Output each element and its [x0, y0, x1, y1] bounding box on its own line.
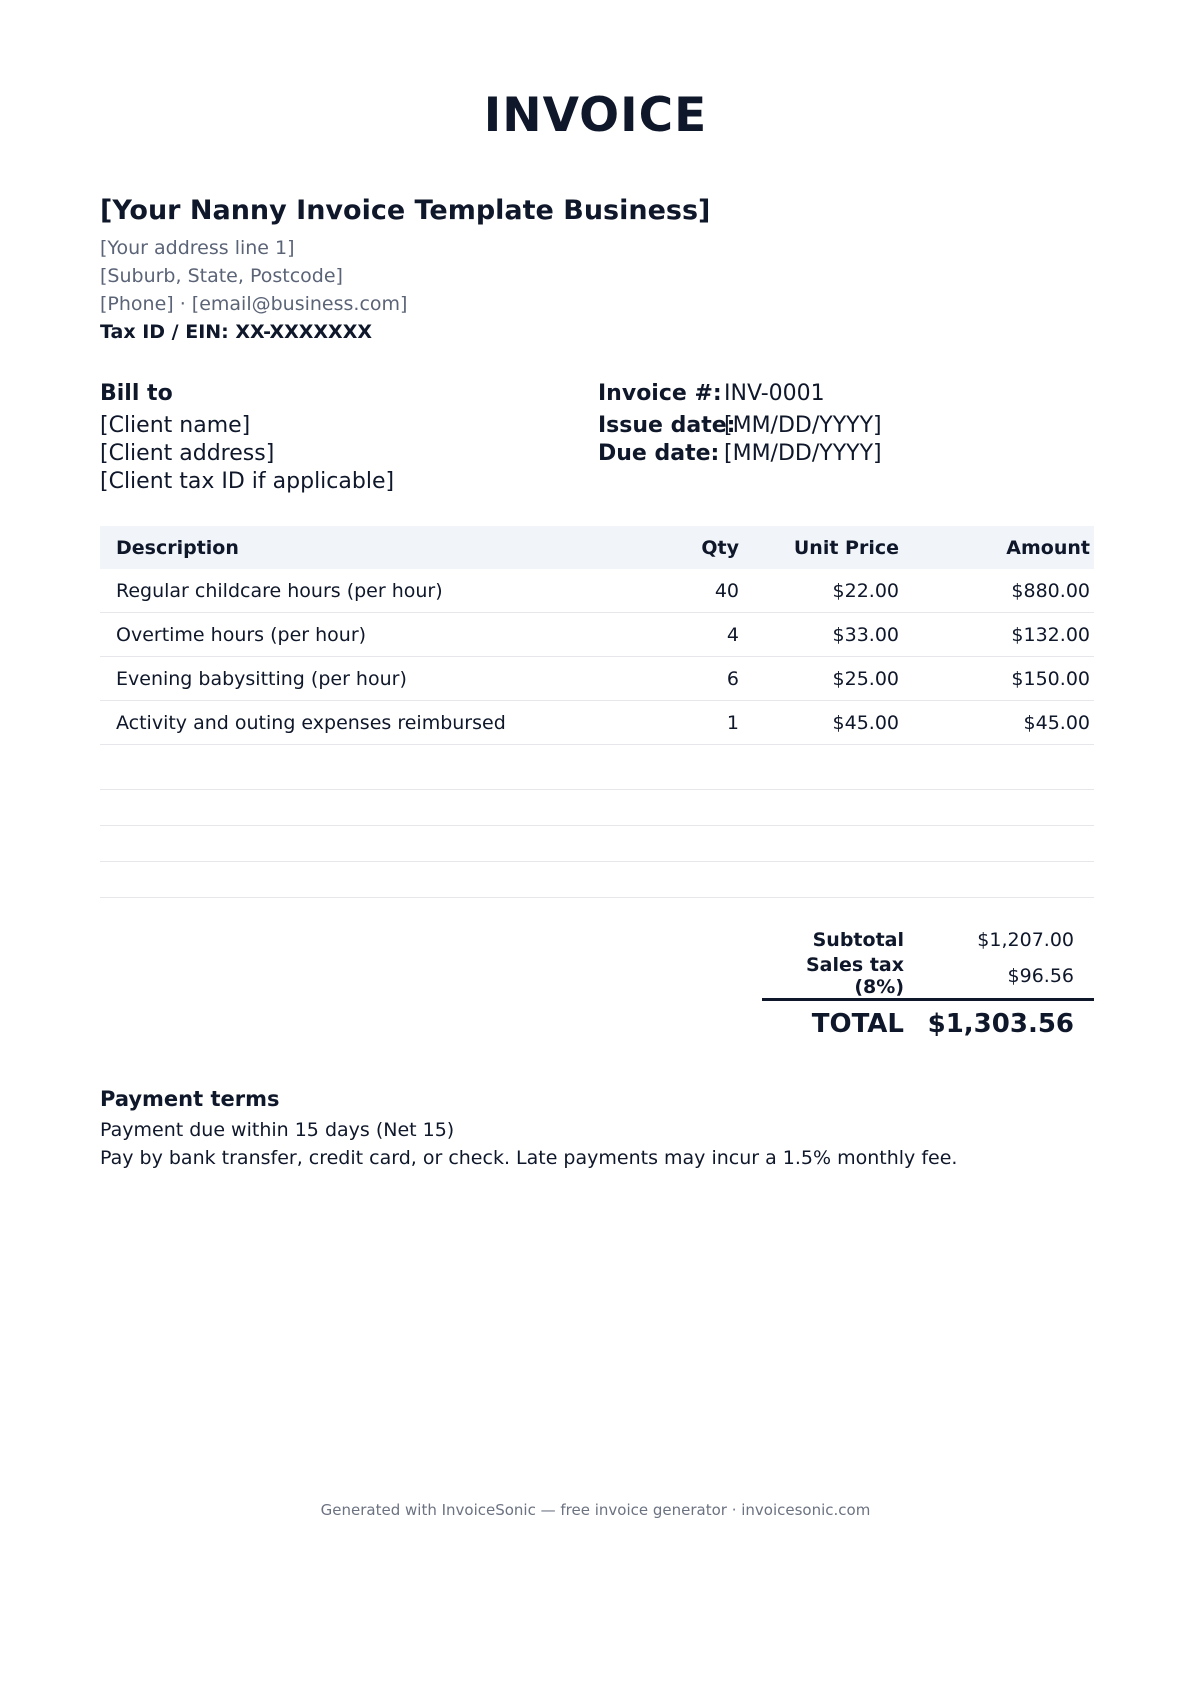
item-amount: $880.00 [1011, 579, 1090, 602]
subtotal-label: Subtotal [812, 929, 904, 951]
table-row [100, 569, 1094, 613]
table-row [100, 701, 1094, 745]
item-qty: 6 [726, 667, 739, 690]
payment-terms-line1: Payment due within 15 days (Net 15) [100, 1119, 455, 1141]
item-description: Regular childcare hours (per hour) [116, 579, 443, 602]
total-label: TOTAL [811, 1009, 904, 1039]
item-description: Evening babysitting (per hour) [116, 667, 407, 690]
empty-table-row [100, 826, 1094, 862]
totals-block [762, 922, 1094, 1047]
business-contact: [Phone] · [email@business.com] [100, 293, 408, 315]
invoice-title: INVOICE [483, 88, 708, 143]
due-date-label: Due date: [598, 441, 720, 466]
table-row [100, 613, 1094, 657]
item-unit-price: $45.00 [832, 711, 899, 734]
issue-date-label: Issue date: [598, 413, 736, 438]
business-address-line1: [Your address line 1] [100, 237, 295, 259]
tax-row [762, 954, 1094, 998]
header-amount: Amount [1006, 536, 1090, 559]
due-date-value: [MM/DD/YYYY] [724, 441, 882, 466]
header-qty: Qty [701, 536, 739, 559]
issue-date-value: [MM/DD/YYYY] [724, 413, 882, 438]
invoice-number-value: INV-0001 [724, 381, 825, 406]
table-header-row [100, 526, 1094, 569]
item-amount: $150.00 [1011, 667, 1090, 690]
business-address-line2: [Suburb, State, Postcode] [100, 265, 343, 287]
subtotal-value: $1,207.00 [977, 929, 1074, 951]
client-address: [Client address] [100, 441, 275, 466]
subtotal-row [762, 922, 1094, 958]
header-description: Description [116, 536, 239, 559]
item-amount: $132.00 [1011, 623, 1090, 646]
footer-note: Generated with InvoiceSonic — free invoice generator · invoicesonic.com [320, 1501, 871, 1519]
total-value: $1,303.56 [927, 1009, 1074, 1039]
client-tax-id: [Client tax ID if applicable] [100, 469, 395, 494]
invoice-number-label: Invoice #: [598, 381, 722, 406]
header-unit-price: Unit Price [793, 536, 899, 559]
client-name: [Client name] [100, 413, 251, 438]
line-items-table [100, 526, 1094, 898]
item-unit-price: $33.00 [832, 623, 899, 646]
empty-table-row [100, 862, 1094, 898]
empty-table-row [100, 745, 1094, 790]
item-qty: 40 [714, 579, 739, 602]
item-amount: $45.00 [1023, 711, 1090, 734]
item-unit-price: $25.00 [832, 667, 899, 690]
empty-table-row [100, 790, 1094, 826]
business-name: [Your Nanny Invoice Template Business] [100, 195, 711, 226]
item-qty: 1 [726, 711, 739, 734]
total-row [762, 998, 1094, 1047]
table-row [100, 657, 1094, 701]
item-qty: 4 [726, 623, 739, 646]
payment-terms-line2: Pay by bank transfer, credit card, or check. Late payments may incur a 1.5% monthly fee. [100, 1147, 958, 1169]
item-description: Activity and outing expenses reimbursed [116, 711, 506, 734]
tax-label: Sales tax (8%) [806, 954, 904, 998]
tax-value: $96.56 [1007, 965, 1074, 987]
item-description: Overtime hours (per hour) [116, 623, 367, 646]
business-tax-id: Tax ID / EIN: XX-XXXXXXX [100, 321, 373, 343]
bill-to-heading: Bill to [100, 381, 173, 406]
item-unit-price: $22.00 [832, 579, 899, 602]
payment-terms-heading: Payment terms [100, 1087, 280, 1111]
